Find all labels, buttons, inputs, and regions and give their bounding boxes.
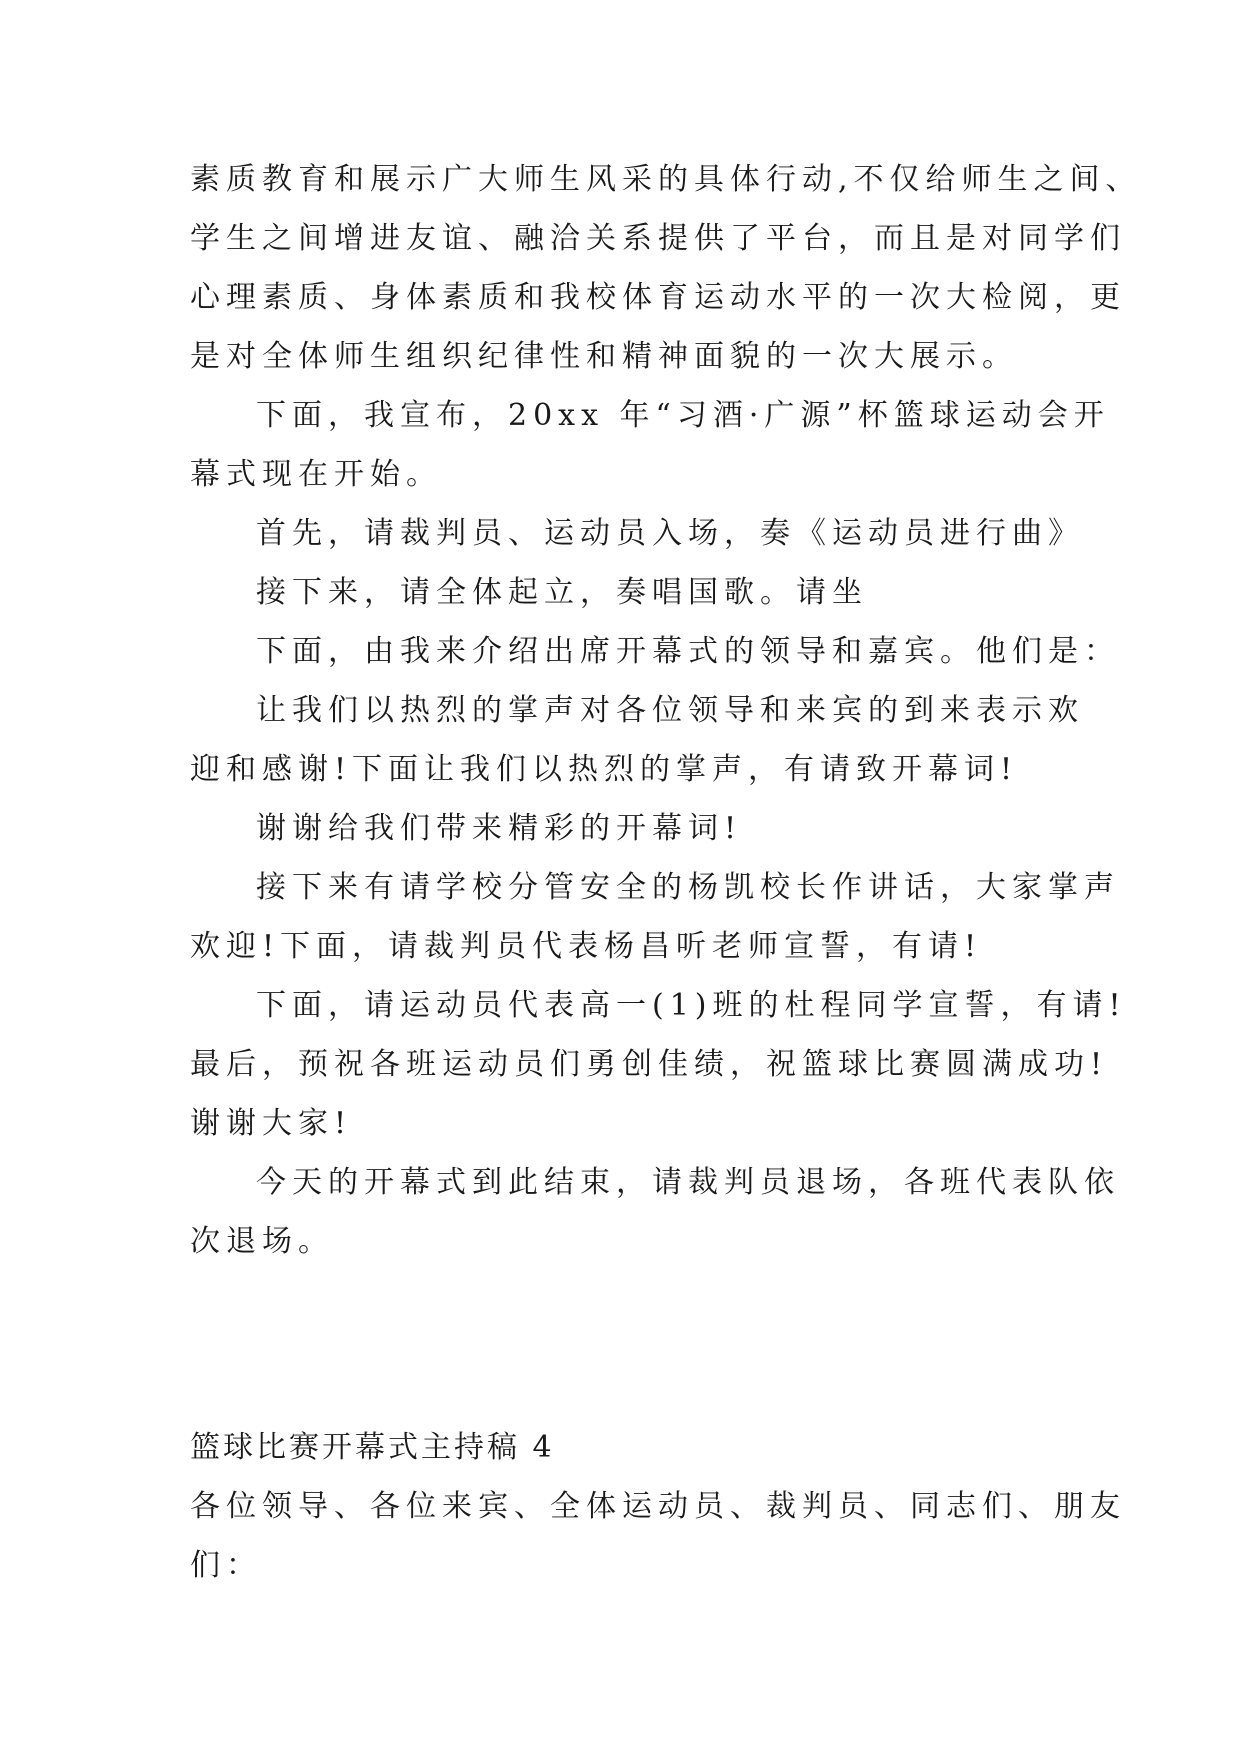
section-title: 篮球比赛开幕式主持稿 4 [190, 1430, 555, 1465]
greeting-line: 们： [190, 1548, 262, 1583]
greeting-line: 各位领导、各位来宾、全体运动员、裁判员、同志们、朋友 [190, 1489, 1126, 1524]
paragraph-line: 最后，预祝各班运动员们勇创佳绩，祝篮球比赛圆满成功! [190, 1047, 1109, 1082]
paragraph-line: 谢谢给我们带来精彩的开幕词! [256, 811, 743, 846]
section-spacer [190, 1271, 1090, 1418]
paragraph-line: 幕式现在开始。 [190, 457, 442, 492]
paragraph-line: 是对全体师生组织纪律性和精神面貌的一次大展示。 [190, 339, 1018, 374]
paragraph-line: 欢迎!下面，请裁判员代表杨昌听老师宣誓，有请! [190, 929, 983, 964]
paragraph-line: 谢谢大家! [190, 1106, 353, 1141]
paragraph-line: 首先，请裁判员、运动员入场，奏《运动员进行曲》 [256, 516, 1084, 551]
paragraph-line: 接下来，请全体起立，奏唱国歌。请坐 [256, 575, 868, 610]
paragraph-line: 下面，由我来介绍出席开幕式的领导和嘉宾。他们是： [256, 634, 1120, 669]
paragraph-line: 下面，我宣布，20xx 年“习酒·广源”杯篮球运动会开 [256, 398, 1110, 433]
paragraph-line: 下面，请运动员代表高一(1)班的杜程同学宣誓，有请! [256, 988, 1127, 1023]
paragraph-line: 让我们以热烈的掌声对各位领导和来宾的到来表示欢 [256, 693, 1084, 728]
paragraph-line: 学生之间增进友谊、融洽关系提供了平台，而且是对同学们 [190, 221, 1126, 256]
paragraph-line: 次退场。 [190, 1224, 334, 1259]
paragraph-line: 今天的开幕式到此结束，请裁判员退场，各班代表队依 [256, 1165, 1120, 1200]
paragraph-line: 素质教育和展示广大师生风采的具体行动,不仅给师生之间、 [190, 162, 1142, 197]
paragraph-line: 迎和感谢!下面让我们以热烈的掌声，有请致开幕词! [190, 752, 1019, 787]
paragraph-line: 接下来有请学校分管安全的杨凯校长作讲话，大家掌声 [256, 870, 1120, 905]
paragraph-line: 心理素质、身体素质和我校体育运动水平的一次大检阅，更 [190, 280, 1126, 315]
document-page [190, 150, 1142, 1595]
